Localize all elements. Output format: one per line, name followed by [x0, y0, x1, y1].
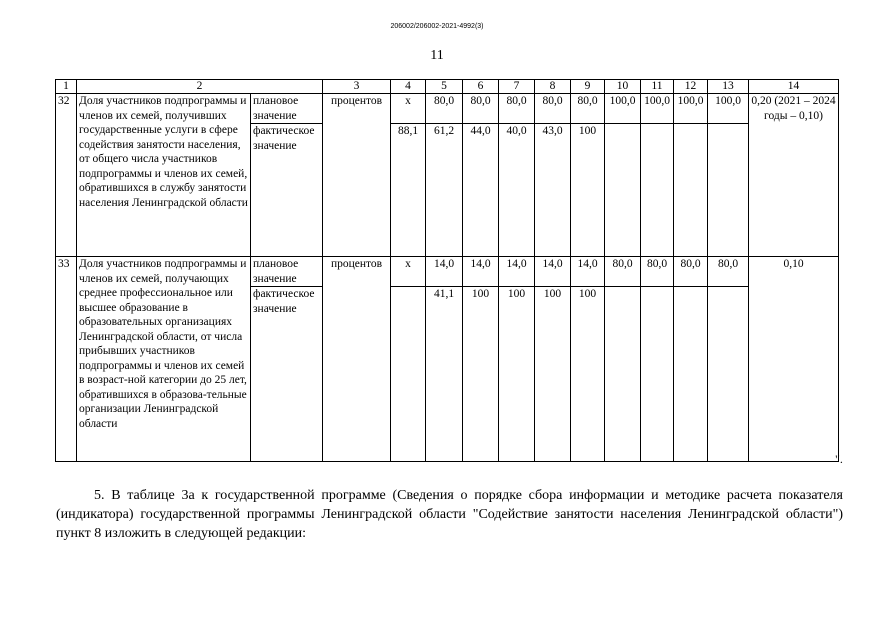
- header-cell: 1: [56, 80, 77, 94]
- header-cell: 3: [323, 80, 391, 94]
- plan-label: плановое значение: [251, 257, 323, 287]
- table-header-row: [56, 80, 839, 94]
- plan-value: 80,0: [426, 94, 463, 124]
- target-value: 0,10: [749, 257, 839, 462]
- fact-label: фактическое значение: [251, 124, 323, 257]
- fact-value: 88,1: [391, 124, 426, 257]
- fact-value: [641, 124, 674, 257]
- header-cell: 7: [499, 80, 535, 94]
- indicator-name: Доля участников подпрограммы и членов их семей, получающих среднее профессиональное или высшее образование в образовательных организациях Ленинградской области, от числа прибывших участников подпрограммы и членов их семей в возраст-ной категории до 25 лет, обратившихся в образова-тельные организации Ленинградской области: [77, 257, 251, 462]
- fact-value: [605, 124, 641, 257]
- plan-value: 80,0: [674, 257, 708, 287]
- fact-value: [641, 287, 674, 462]
- header-cell: 9: [571, 80, 605, 94]
- header-cell: 5: [426, 80, 463, 94]
- plan-value: 100,0: [708, 94, 749, 124]
- plan-value: 14,0: [426, 257, 463, 287]
- header-cell: 6: [463, 80, 499, 94]
- fact-value: 40,0: [499, 124, 535, 257]
- fact-value: [391, 287, 426, 462]
- plan-value: 14,0: [571, 257, 605, 287]
- plan-value: 100,0: [641, 94, 674, 124]
- plan-value: 14,0: [535, 257, 571, 287]
- fact-value: 61,2: [426, 124, 463, 257]
- header-cell: 13: [708, 80, 749, 94]
- unit-cell: процентов: [323, 94, 391, 257]
- table-row: [56, 257, 839, 287]
- plan-value: 80,0: [708, 257, 749, 287]
- plan-value: 14,0: [463, 257, 499, 287]
- fact-value: 41,1: [426, 287, 463, 462]
- plan-value: 100,0: [674, 94, 708, 124]
- header-cell: 8: [535, 80, 571, 94]
- header-cell: 2: [77, 80, 323, 94]
- header-cell: 11: [641, 80, 674, 94]
- fact-value: 43,0: [535, 124, 571, 257]
- plan-value: х: [391, 94, 426, 124]
- fact-value: 100: [571, 287, 605, 462]
- header-cell: 12: [674, 80, 708, 94]
- page-number: 11: [430, 48, 444, 63]
- plan-value: 80,0: [463, 94, 499, 124]
- fact-value: [605, 287, 641, 462]
- plan-value: 80,0: [571, 94, 605, 124]
- header-cell: 14: [749, 80, 839, 94]
- fact-value: [674, 287, 708, 462]
- plan-value: 14,0: [499, 257, 535, 287]
- indicator-name: Доля участников подпрограммы и членов их семей, получивших государственные услуги в сфере содействия занятости населения, от общего числа участников подпрограммы и членов их семей, обратившихся в службу занятости населения Ленинградской области: [77, 94, 251, 257]
- document-id: 206002/206002-2021-4992(3): [390, 23, 484, 30]
- fact-value: 100: [499, 287, 535, 462]
- header-cell: 4: [391, 80, 426, 94]
- plan-label: плановое значение: [251, 94, 323, 124]
- unit-cell: процентов: [323, 257, 391, 462]
- fact-value: 100: [571, 124, 605, 257]
- row-number: 32: [56, 94, 77, 257]
- fact-value: 44,0: [463, 124, 499, 257]
- target-value: 0,20 (2021 – 2024 годы – 0,10): [749, 94, 839, 257]
- plan-value: х: [391, 257, 426, 287]
- plan-value: 80,0: [605, 257, 641, 287]
- plan-value: 80,0: [641, 257, 674, 287]
- table-row: [56, 94, 839, 124]
- fact-value: 100: [463, 287, 499, 462]
- body-paragraph: 5. В таблице 3а к государственной программе (Сведения о порядке сбора информации и методике расчета показателя (индикатора) государственной программы Ленинградской области "Содействие занятости населения Ленинградской области") пункт 8 изложить в следующей редакции:: [56, 488, 843, 541]
- header-cell: 10: [605, 80, 641, 94]
- closing-quote: ".: [835, 452, 843, 466]
- fact-value: [674, 124, 708, 257]
- plan-value: 80,0: [535, 94, 571, 124]
- fact-label: фактическое значение: [251, 287, 323, 462]
- plan-value: 80,0: [499, 94, 535, 124]
- fact-value: [708, 287, 749, 462]
- row-number: 33: [56, 257, 77, 462]
- fact-value: [708, 124, 749, 257]
- indicators-table: [55, 79, 839, 462]
- plan-value: 100,0: [605, 94, 641, 124]
- fact-value: 100: [535, 287, 571, 462]
